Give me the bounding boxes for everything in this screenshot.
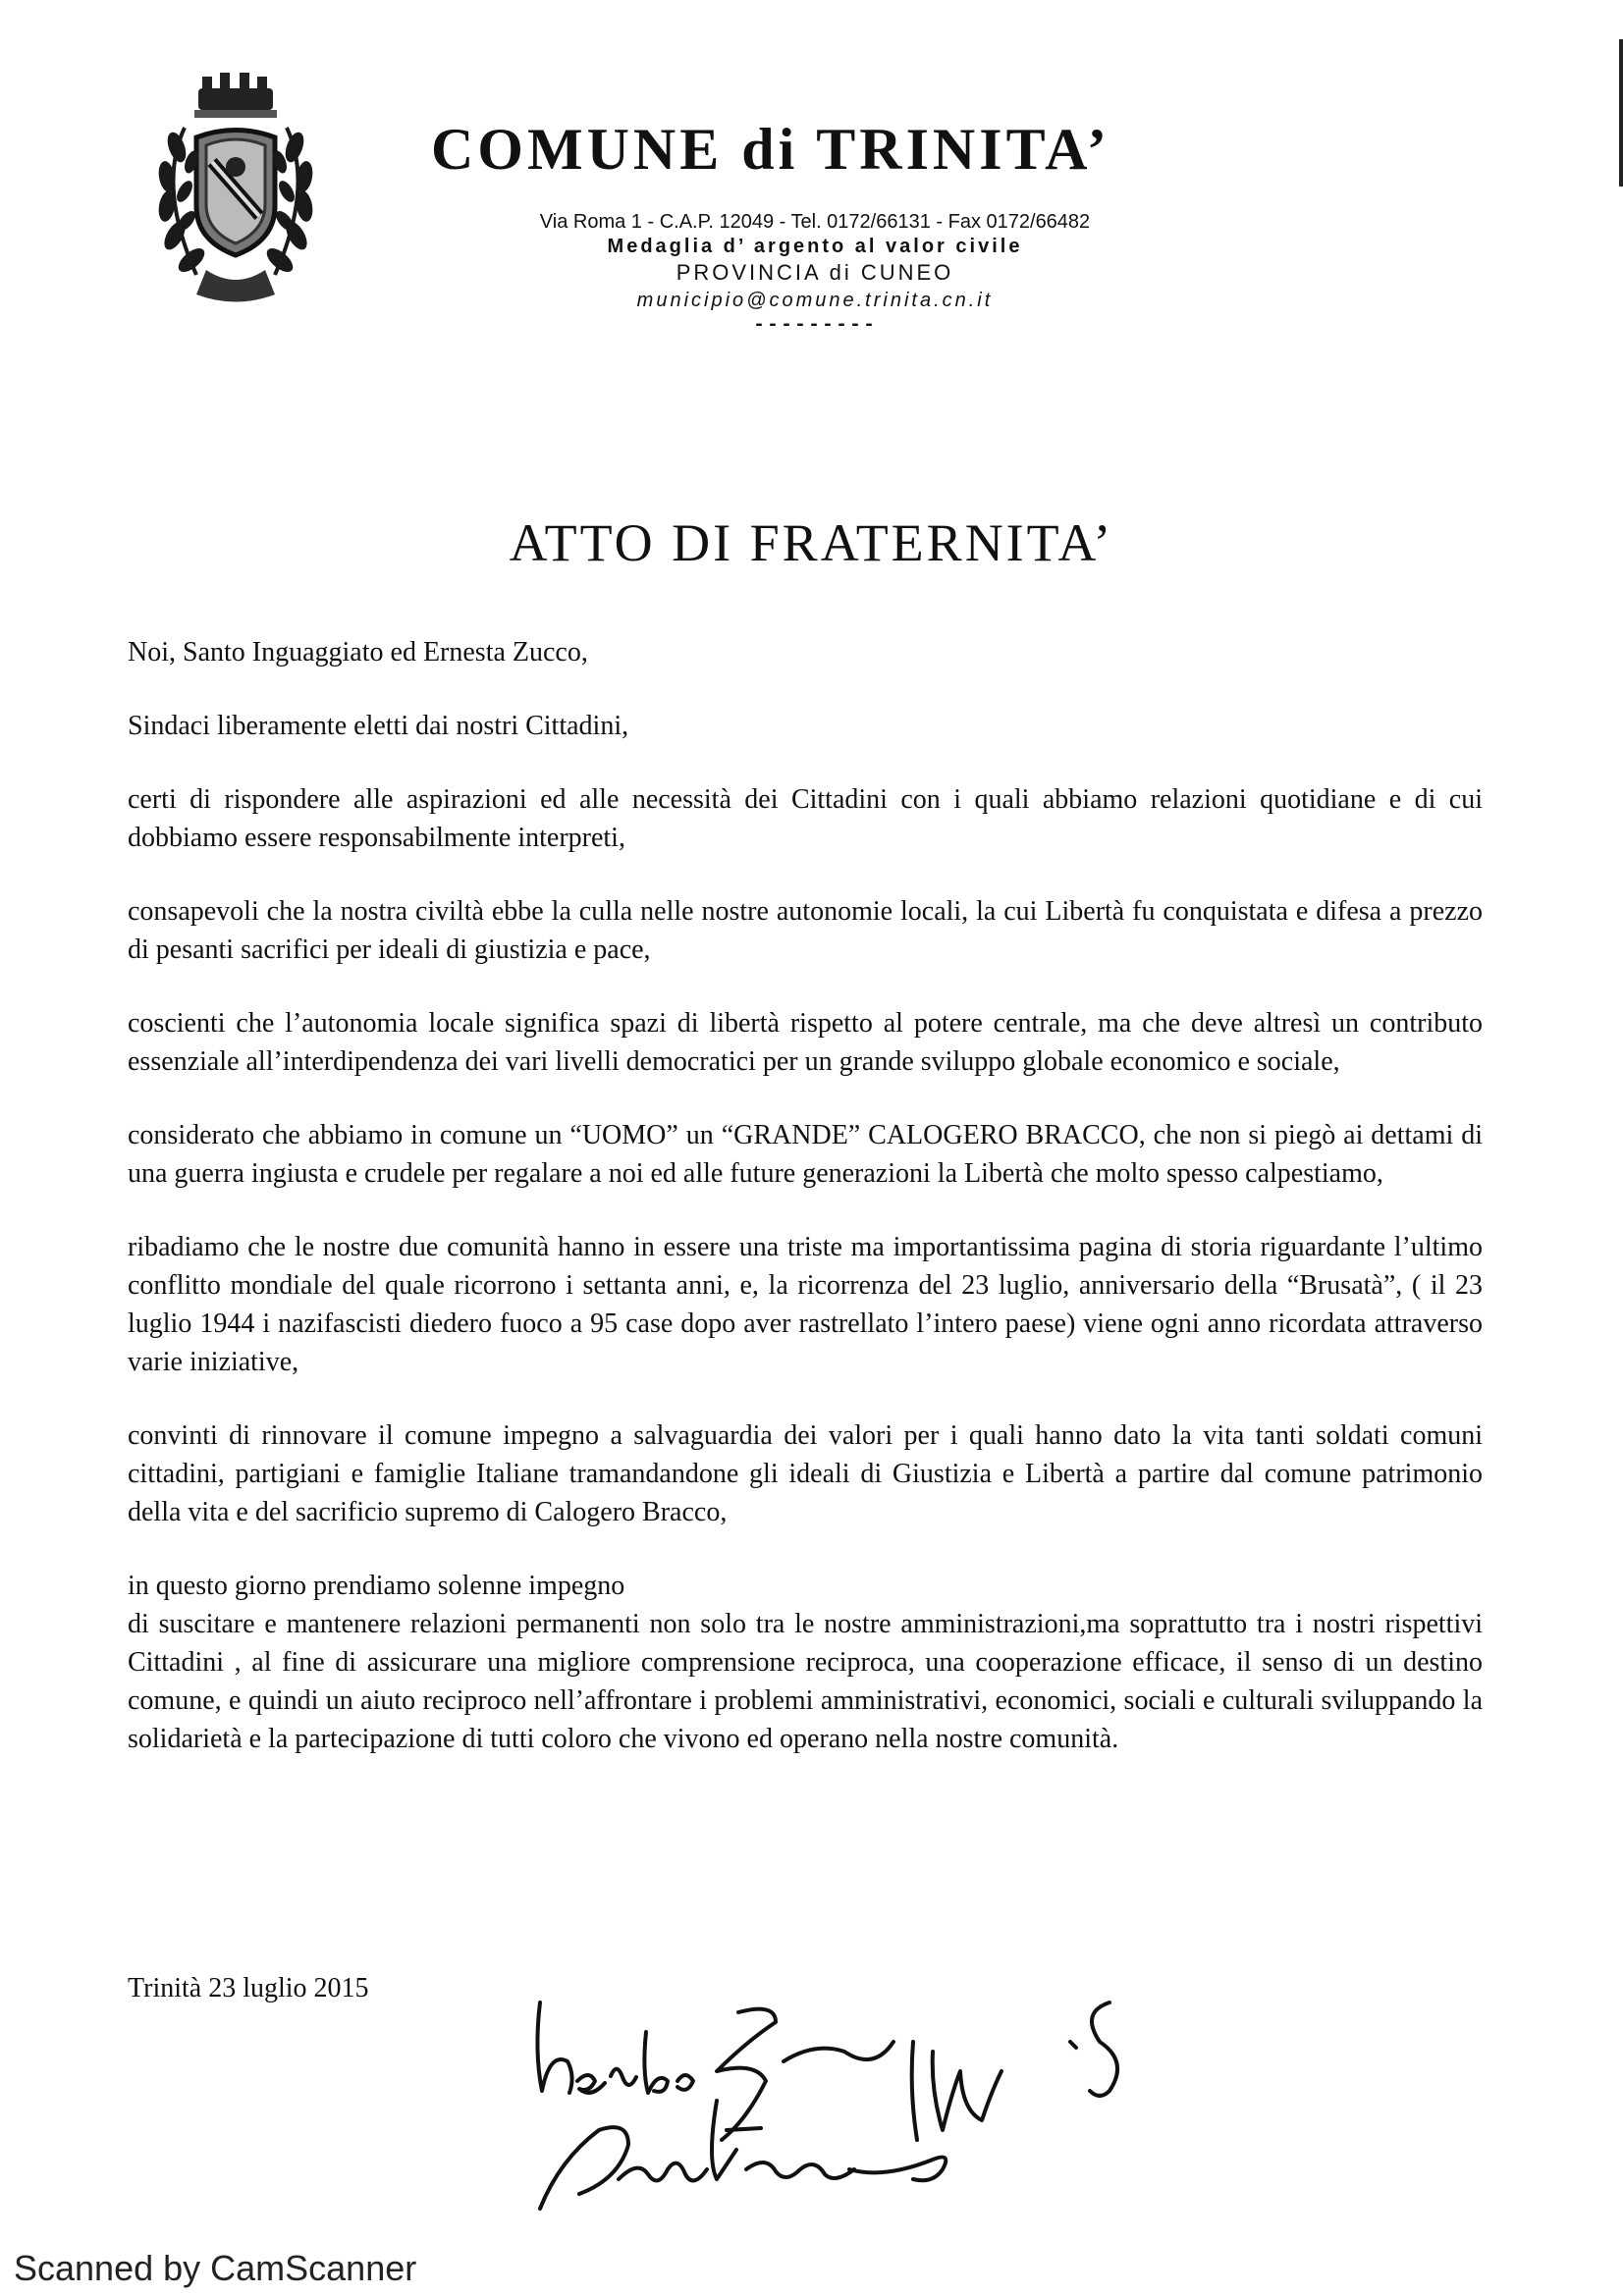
scan-edge-mark xyxy=(1619,39,1623,187)
paragraph: consapevoli che la nostra civiltà ebbe la culla nelle nostre autonomie locali, la cui Libertà fu conquistata e difesa a prezzo di pesanti sacrifici per ideali di giustizia e pace, xyxy=(128,896,1483,965)
commitment-intro: in questo giorno prendiamo solenne impegno xyxy=(128,1571,625,1601)
province-line: PROVINCIA di CUNEO xyxy=(676,260,954,285)
paragraph: Sindaci liberamente eletti dai nostri Cittadini, xyxy=(128,711,629,741)
paragraph: convinti di rinnovare il comune impegno a salvaguardia dei valori per i quali hanno dato la vita tanti soldati comuni cittadini, partigiani e famiglie Italiane tramandandone gli ideali di Giustizia e Libertà a partire dal comune patrimonio della vita e del sacrificio supremo di Calogero Bracco, xyxy=(128,1420,1483,1527)
commitment-text: di suscitare e mantenere relazioni permanenti non solo tra le nostre amministrazioni,ma soprattutto tra i nostri rispettivi Cittadini , al fine di assicurare una migliore comprensione reciproca, una cooperazione efficace, il senso di un destino comune, e quindi un aiuto reciproco nell’affrontare i problemi amministrativi, economici, sociali e culturali sviluppando la solidarietà e la partecipazione di tutti coloro che vivono ed operano nella nostre comunità. xyxy=(128,1609,1483,1754)
contact-line: Via Roma 1 - C.A.P. 12049 - Tel. 0172/66131 - Fax 0172/66482 xyxy=(539,211,1091,233)
paragraph: considerato che abbiamo in comune un “UOMO” un “GRANDE” CALOGERO BRACCO, che non si piegò ai dettami di una guerra ingiusta e crudele per regalare a noi ed alle future generazioni la Libertà che molto spesso calpestiamo, xyxy=(128,1120,1483,1189)
handwritten-signatures xyxy=(520,1983,1286,2218)
paragraph: Noi, Santo Inguaggiato ed Ernesta Zucco, xyxy=(128,637,588,667)
letterhead xyxy=(393,116,1237,337)
paragraph: certi di rispondere alle aspirazioni ed alle necessità dei Cittadini con i quali abbiamo relazioni quotidiane e di cui dobbiamo essere responsabilmente interpreti, xyxy=(128,784,1483,853)
header-divider: --------- xyxy=(752,314,878,337)
document-body xyxy=(128,633,1483,1793)
document-title: ATTO DI FRATERNITA’ xyxy=(509,513,1114,572)
municipal-crest-icon xyxy=(137,69,334,314)
municipality-name: COMUNE di TRINITA’ xyxy=(430,117,1111,182)
medal-line: Medaglia d’ argento al valor civile xyxy=(607,236,1023,257)
email-address: municipio@comune.trinita.cn.it xyxy=(636,290,994,311)
paragraph: ribadiamo che le nostre due comunità hanno in essere una triste ma importantissima pagina di storia riguardante l’ultimo conflitto mondiale del quale ricorrono i settanta anni, e, la ricorrenza del 23 luglio, anniversario della “Brusatà”, ( il 23 luglio 1944 i nazifascisti diedero fuoco a 95 case dopo aver rastrellato l’intero paese) viene ogni anno ricordata attraverso varie iniziative, xyxy=(128,1232,1483,1377)
place-date: Trinità 23 luglio 2015 xyxy=(128,1973,369,2003)
paragraph: coscienti che l’autonomia locale significa spazi di libertà rispetto al potere centrale, ma che deve altresì un contributo essenziale all’interdipendenza dei vari livelli democratici per un grande sviluppo globale economico e sociale, xyxy=(128,1008,1483,1077)
scanner-watermark: Scanned by CamScanner xyxy=(14,2248,417,2288)
